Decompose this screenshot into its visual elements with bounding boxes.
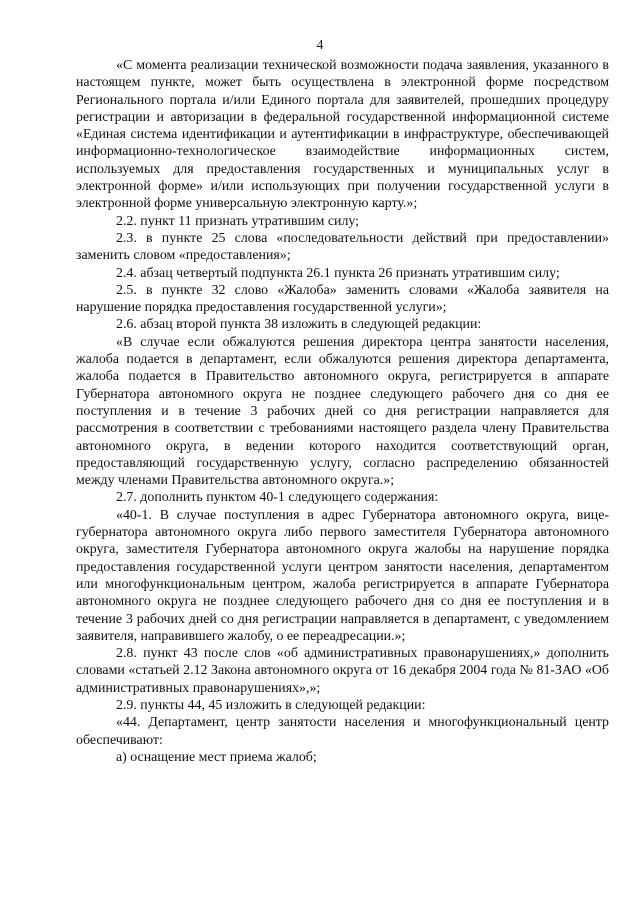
- paragraph-2-7: 2.7. дополнить пунктом 40-1 следующего содержания:: [116, 490, 439, 506]
- page-number: 4: [316, 37, 324, 52]
- paragraph-44-a: а) оснащение мест приема жалоб;: [116, 749, 317, 765]
- paragraph-2-9: 2.9. пункты 44, 45 изложить в следующей редакции:: [116, 697, 426, 713]
- paragraph-2-3: 2.3. в пункте 25 слова «последовательности действий при предоставлении» заменить словом «предоставления»;: [76, 230, 609, 264]
- paragraph-44: «44. Департамент, центр занятости населения и многофункциональный центр обеспечивают:: [76, 715, 609, 748]
- paragraph-2-6: 2.6. абзац второй пункта 38 изложить в следующей редакции:: [116, 317, 482, 333]
- paragraph-electronic-submission: «С момента реализации технической возможности подача заявления, указанного в настоящем пункте, может быть осуществлена в электронной форме посредством Регионального портала и/или Единого портала для заявителей, прошедших процедуру регистрации и авторизации в федеральной государственной информационной системе «Единая система идентификации и аутентификации в инфраструктуре, обеспечивающей информационно-технологическое взаимодействие информационных систем, используемых для предоставления государственных и муниципальных услуг в электронной форме» и/или использующих при получении государственной услуги в электронной форме универсальную электронную карту.»;: [76, 58, 609, 212]
- paragraph-40-1: «40-1. В случае поступления в адрес Губернатора автономного округа, вице-губернатора автономного округа либо первого заместителя Губернатора автономного округа, заместителя Губернатора автономного округа жалобы на нарушение порядка предоставления государственной услуги центром занятости населения, департаментом или многофункциональным центром, жалоба регистрируется в аппарате Губернатора автономного округа не позднее следующего рабочего дня со дня ее поступления и в течение 3 рабочих дней со дня регистрации направляется в департамент, с уведомлением заявителя, направившего жалобу, о ее переадресации.»;: [76, 507, 609, 644]
- paragraph-2-5: 2.5. в пункте 32 слово «Жалоба» заменить словами «Жалоба заявителя на нарушение порядка предоставления государственной услуги»;: [76, 282, 609, 316]
- paragraph-2-8: 2.8. пункт 43 после слов «об административных правонарушениях,» дополнить словами «статьей 2.12 Закона автономного округа от 16 декабря 2004 года № 81-ЗАО «Об административных правонарушениях»,»;: [76, 646, 609, 696]
- paragraph-2-4: 2.4. абзац четвертый подпункта 26.1 пункта 26 признать утратившим силу;: [116, 265, 560, 281]
- paragraph-complaint-appeal: «В случае если обжалуются решения директора центра занятости населения, жалоба подается в департамент, если обжалуются решения директора департамента, жалоба подается в Правительство автономного округа, регистрируется в аппарате Губернатора автономного округа не позднее следующего рабочего дня со дня ее поступления и в течение 3 рабочих дней со дня регистрации направляется для рассмотрения в соответствии с требованиями настоящего раздела члену Правительства автономного округа, в ведении которого находится соответствующий орган, предоставляющий государственную услугу, согласно распределению обязанностей между членами Правительства автономного округа.»;: [76, 334, 609, 489]
- paragraph-2-2: 2.2. пункт 11 признать утратившим силу;: [116, 213, 360, 229]
- document-body: [76, 57, 609, 766]
